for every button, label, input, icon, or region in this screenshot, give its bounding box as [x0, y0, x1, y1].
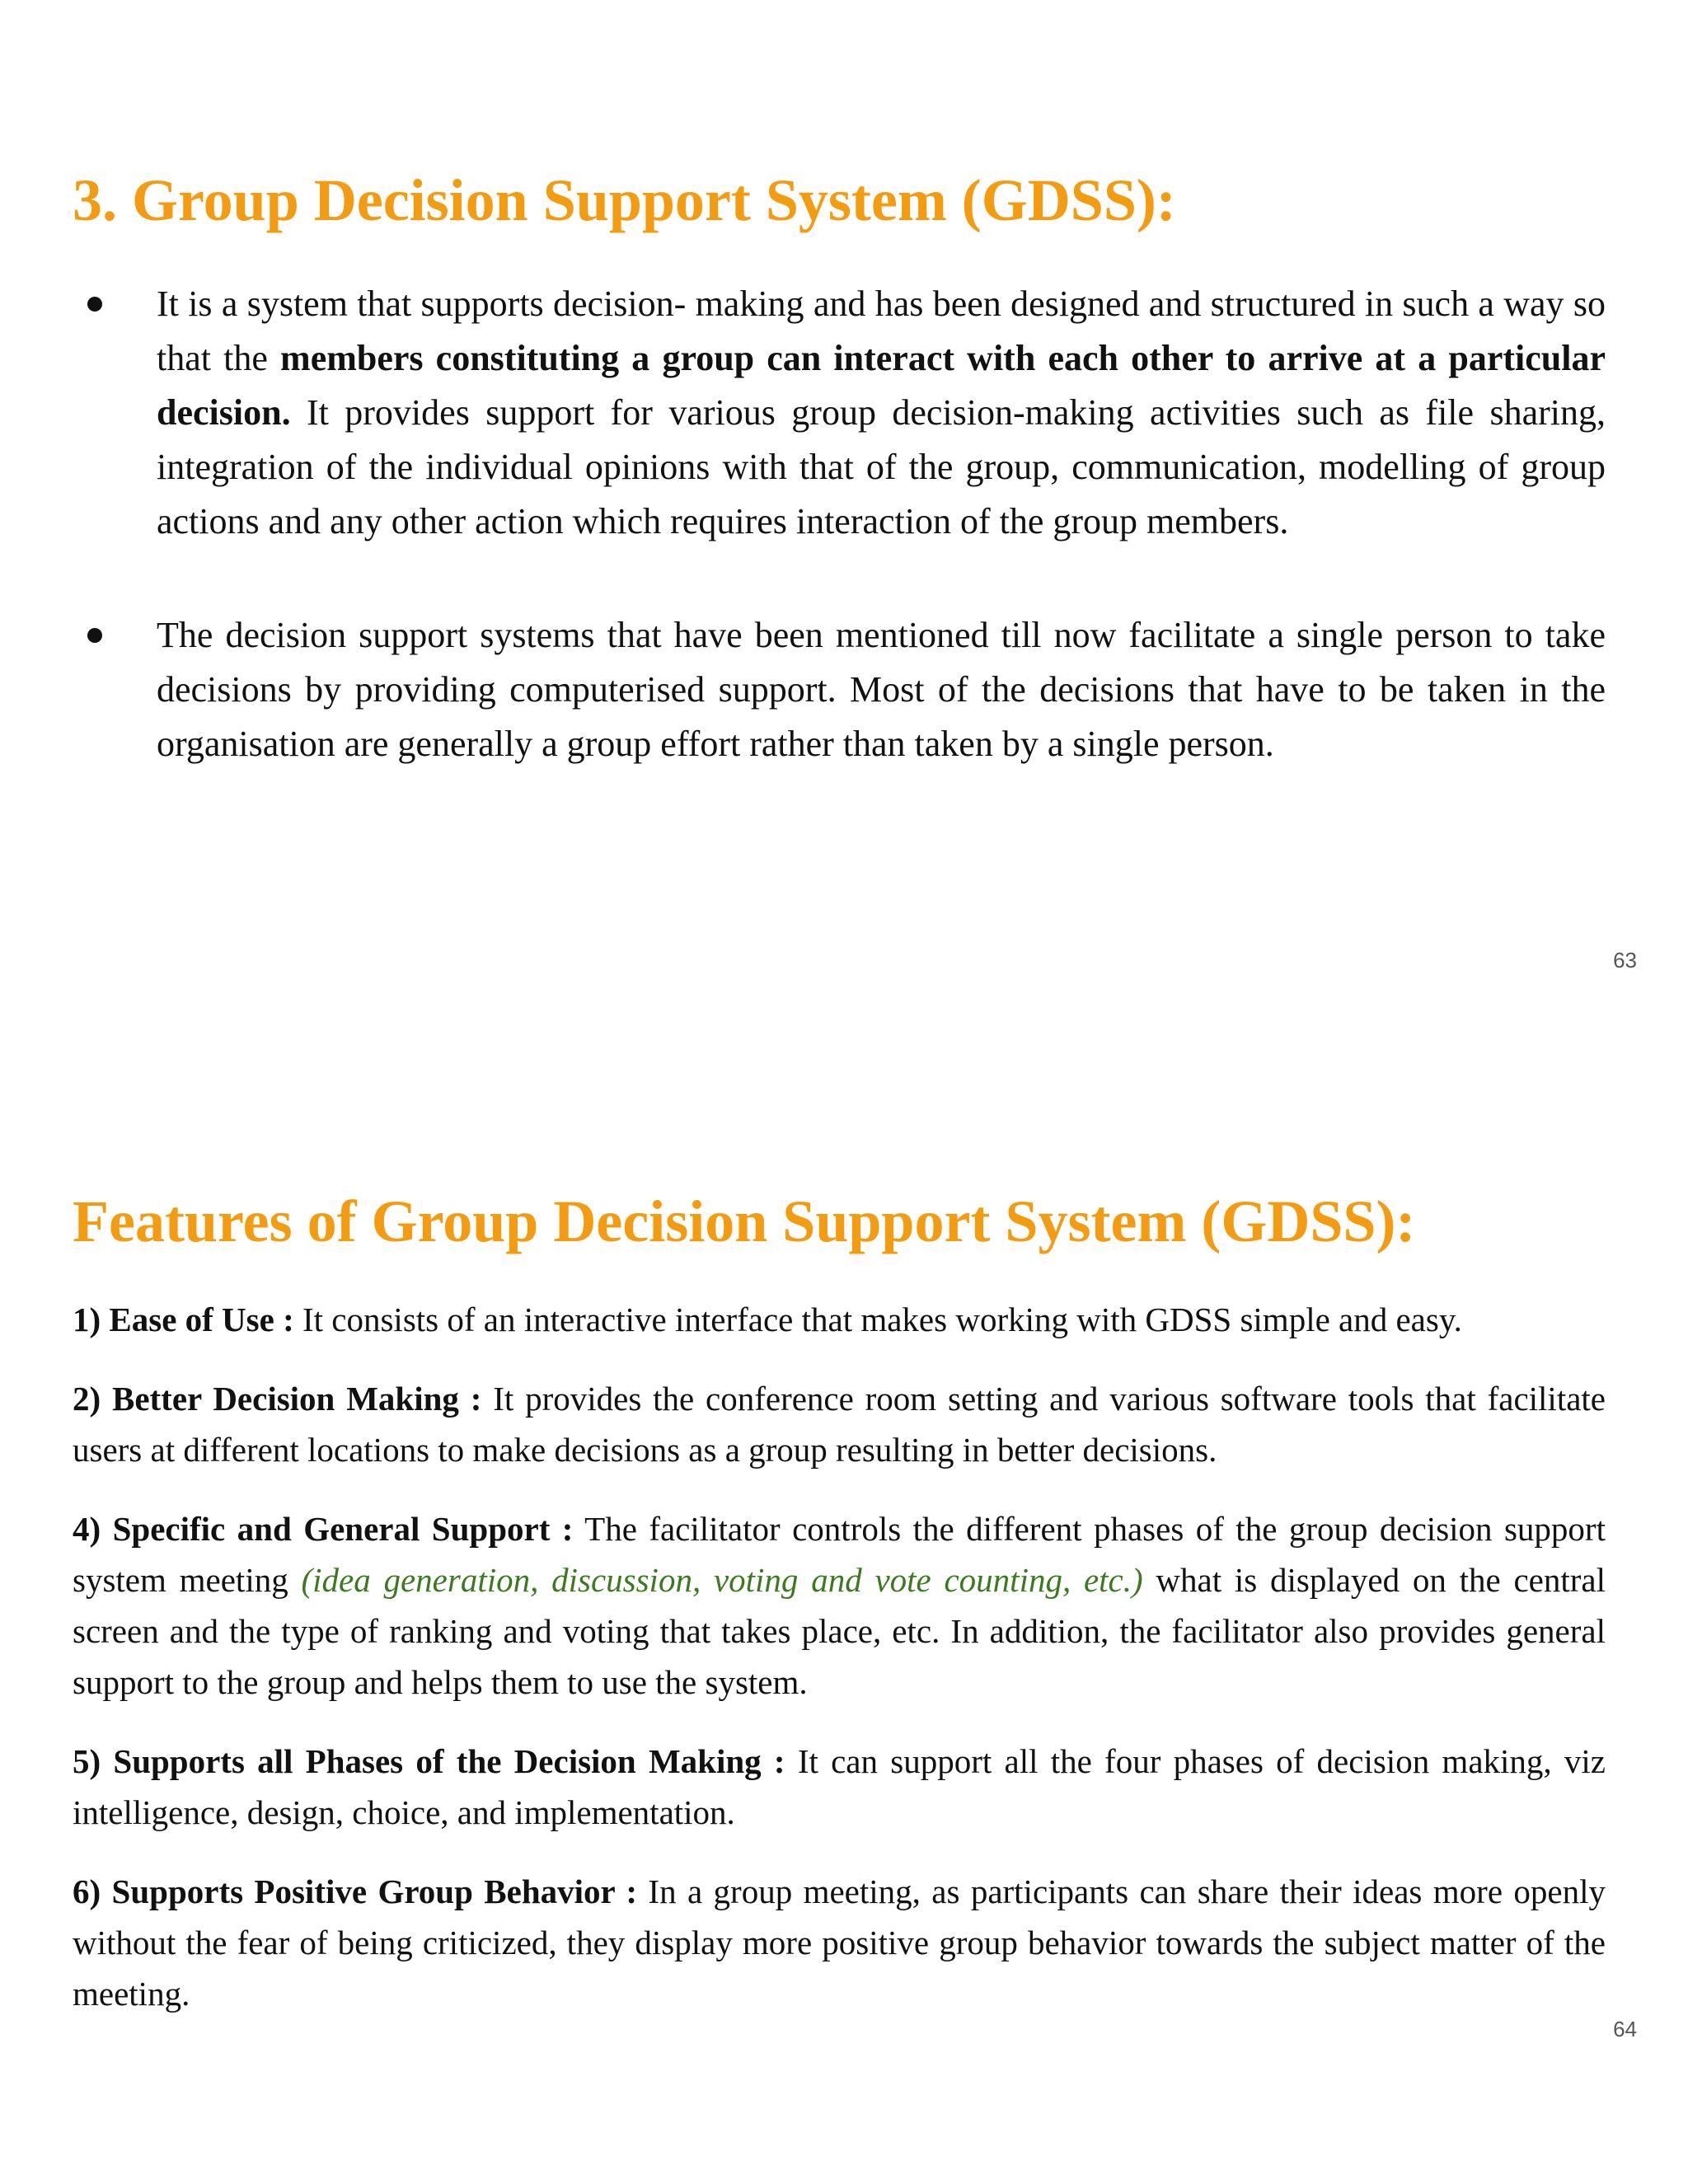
bullet-text: The decision support systems that have been mentioned till now facilitate a single person to take decisions by providing computerised support. Most of the decisions that have to be taken in the organisation are generally a group effort rather than taken by a single person.: [157, 615, 1606, 764]
feature-title: 2) Better Decision Making :: [73, 1380, 482, 1418]
feature-text-cont: what is displayed on the central screen and the type of ranking and voting that takes place, etc. In addition, the facilitator also provides general support to the group and helps them to use the system.: [73, 1561, 1606, 1701]
page-64: [0, 1092, 1688, 2184]
bullet-text: It is a system that supports decision- making and has been designed and structured in such a way so that the: [157, 284, 1606, 378]
feature-text: The facilitator controls the different phases of the group decision support system meeting: [73, 1510, 1606, 1599]
feature-title: 1) Ease of Use :: [73, 1301, 294, 1338]
features-list: [73, 1294, 1606, 2019]
feature-item: [73, 1736, 1606, 1838]
feature-text: It can support all the four phases of decision making, viz intelligence, design, choice, and implementation.: [73, 1742, 1606, 1831]
page-number: 63: [1613, 948, 1637, 972]
feature-title: 6) Supports Positive Group Behavior :: [73, 1872, 638, 1910]
section-heading: 3. Group Decision Support System (GDSS):: [73, 167, 1176, 233]
feature-item: [73, 1503, 1606, 1708]
feature-title: 5) Supports all Phases of the Decision Making :: [73, 1742, 785, 1780]
feature-item: [73, 1373, 1606, 1475]
feature-text: In a group meeting, as participants can share their ideas more openly without the fear of being criticized, they display more positive group behavior towards the subject matter of the meeting.: [73, 1872, 1606, 2013]
feature-title: 4) Specific and General Support :: [73, 1510, 574, 1548]
feature-item: [73, 1294, 1606, 1345]
bullet-item: [73, 277, 1606, 549]
bullet-item: [73, 608, 1606, 771]
feature-item: [73, 1866, 1606, 2019]
bullet-bold-text: members constituting a group can interact with each other to arrive at a particular decision.: [157, 338, 1606, 433]
feature-text: It provides the conference room setting and various software tools that facilitate users at different locations to make decisions as a group resulting in better decisions.: [73, 1380, 1606, 1469]
bullet-list: [73, 277, 1606, 771]
feature-highlight: (idea generation, discussion, voting and vote counting, etc.): [301, 1561, 1143, 1599]
section-heading: Features of Group Decision Support System (GDSS):: [73, 1188, 1416, 1254]
bullet-dot-icon: [87, 297, 102, 312]
page-number: 64: [1613, 2017, 1637, 2041]
bullet-dot-icon: [87, 628, 102, 643]
feature-text: It consists of an interactive interface that makes working with GDSS simple and easy.: [293, 1301, 1462, 1338]
bullet-text-cont: It provides support for various group decision-making activities such as file sharing, integration of the individual opinions with that of the group, communication, modelling of group actions and any other action which requires interaction of the group members.: [157, 392, 1606, 541]
